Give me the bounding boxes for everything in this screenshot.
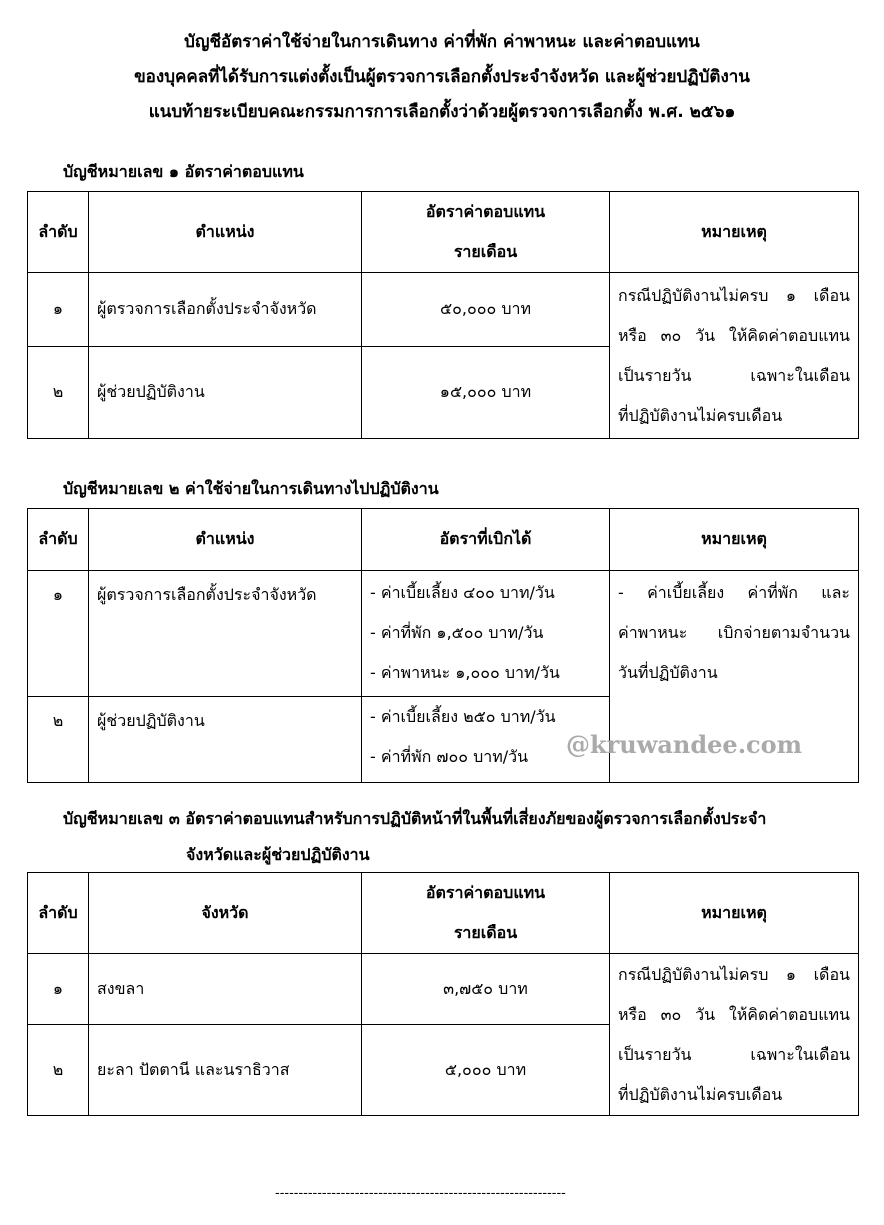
table3-header-row	[28, 873, 859, 954]
table1-row1-rate: ๕๐,๐๐๐ บาท	[362, 273, 610, 347]
table3-row2-order: ๒	[28, 1025, 89, 1116]
table3-remark-line1: กรณีปฏิบัติงานไม่ครบ ๑ เดือน	[618, 964, 850, 984]
table1	[27, 191, 859, 439]
table3-row2-rate: ๕,๐๐๐ บาท	[362, 1025, 610, 1116]
table3-header-order: ลำดับ	[28, 873, 89, 954]
document-title-line-2: ของบุคคลที่ได้รับการแต่งตั้งเป็นผู้ตรวจการเลือกตั้งประจำจังหวัด และผู้ช่วยปฏิบัติงาน	[134, 67, 750, 87]
table1-row2-position: ผู้ช่วยปฏิบัติงาน	[89, 347, 362, 439]
table3-row2-province: ยะลา ปัตตานี และนราธิวาส	[89, 1025, 362, 1116]
table1-caption: บัญชีหมายเลข ๑ อัตราค่าตอบแทน	[63, 162, 304, 181]
table1-header-order: ลำดับ	[28, 192, 89, 273]
table3-caption-line-1: บัญชีหมายเลข ๓ อัตราค่าตอบแทนสำหรับการปฏิบัติหน้าที่ในพื้นที่เสี่ยงภัยของผู้ตรวจการเลือกตั้งประจำ	[63, 809, 767, 828]
table2-header-rate: อัตราที่เบิกได้	[362, 509, 610, 571]
table3-caption-line-2: จังหวัดและผู้ช่วยปฏิบัติงาน	[186, 845, 370, 864]
table2-header-position: ตำแหน่ง	[89, 509, 362, 571]
table1-remark-line1: กรณีปฏิบัติงานไม่ครบ ๑ เดือน	[618, 285, 850, 305]
table2-caption: บัญชีหมายเลข ๒ ค่าใช้จ่ายในการเดินทางไปปฏิบัติงาน	[63, 479, 439, 498]
table-row	[28, 954, 859, 1025]
table1-row2-rate: ๑๕,๐๐๐ บาท	[362, 347, 610, 439]
table2-row2-position: ผู้ช่วยปฏิบัติงาน	[89, 697, 362, 783]
table2-header-remark: หมายเหตุ	[610, 509, 859, 571]
table3-row1-rate: ๓,๗๕๐ บาท	[362, 954, 610, 1025]
table1-header-position: ตำแหน่ง	[89, 192, 362, 273]
table3-row1-province: สงขลา	[89, 954, 362, 1025]
table2-header-order: ลำดับ	[28, 509, 89, 571]
table3-header-rate	[362, 873, 610, 954]
table3-remark-line2: หรือ ๓๐ วัน ให้คิดค่าตอบแทน	[618, 1004, 850, 1024]
footer-divider: --------------------------------------------------------------	[275, 1186, 566, 1201]
table2-row1-item3: - ค่าพาหนะ ๑,๐๐๐ บาท/วัน	[370, 663, 560, 682]
table1-remark-line2: หรือ ๓๐ วัน ให้คิดค่าตอบแทน	[618, 325, 850, 345]
table3-header-rate-line2: รายเดือน	[453, 923, 518, 942]
table2-row1-order: ๑	[28, 571, 89, 697]
table2-row2-order: ๒	[28, 697, 89, 783]
table2-remark-line3: วันที่ปฏิบัติงาน	[618, 663, 718, 682]
table1-row1-order: ๑	[28, 273, 89, 347]
table1-header-row	[28, 192, 859, 273]
table3-header-rate-line1: อัตราค่าตอบแทน	[425, 883, 546, 902]
table2-row1-item2: - ค่าที่พัก ๑,๕๐๐ บาท/วัน	[370, 623, 544, 642]
table1-remark	[610, 273, 859, 439]
table1-row1-position: ผู้ตรวจการเลือกตั้งประจำจังหวัด	[89, 273, 362, 347]
table1-header-remark: หมายเหตุ	[610, 192, 859, 273]
table-row	[28, 571, 859, 697]
table2-row1-position: ผู้ตรวจการเลือกตั้งประจำจังหวัด	[89, 571, 362, 697]
table2-remark-line2: ค่าพาหนะ เบิกจ่ายตามจำนวน	[618, 623, 850, 642]
table3	[27, 872, 859, 1116]
table3-header-province: จังหวัด	[89, 873, 362, 954]
table3-header-remark: หมายเหตุ	[610, 873, 859, 954]
table2-row2-item2: - ค่าที่พัก ๗๐๐ บาท/วัน	[370, 747, 529, 766]
table-row	[28, 273, 859, 347]
table2-header-row	[28, 509, 859, 571]
document-title-line-3: แนบท้ายระเบียบคณะกรรมการการเลือกตั้งว่าด้วยผู้ตรวจการเลือกตั้ง พ.ศ. ๒๕๖๑	[148, 102, 736, 122]
document-title-line-1: บัญชีอัตราค่าใช้จ่ายในการเดินทาง ค่าที่พัก ค่าพาหนะ และค่าตอบแทน	[184, 32, 700, 52]
table3-row1-order: ๑	[28, 954, 89, 1025]
table1-row2-order: ๒	[28, 347, 89, 439]
table2-row2-item1: - ค่าเบี้ยเลี้ยง ๒๕๐ บาท/วัน	[370, 707, 556, 726]
table1-header-rate-line1: อัตราค่าตอบแทน	[425, 202, 546, 221]
table3-remark-line3: เป็นรายวัน เฉพาะในเดือน	[618, 1044, 850, 1064]
table3-remark-line4: ที่ปฏิบัติงานไม่ครบเดือน	[618, 1084, 783, 1104]
table2-row1-items	[362, 571, 610, 697]
watermark: @kruwandee.com	[566, 730, 803, 759]
table1-header-rate-line2: รายเดือน	[453, 242, 518, 261]
table1-remark-line3: เป็นรายวัน เฉพาะในเดือน	[618, 365, 850, 385]
table2-row1-item1: - ค่าเบี้ยเลี้ยง ๔๐๐ บาท/วัน	[370, 583, 555, 602]
table3-remark	[610, 954, 859, 1116]
table2-remark-line1: - ค่าเบี้ยเลี้ยง ค่าที่พัก และ	[618, 583, 850, 602]
table1-header-rate	[362, 192, 610, 273]
table1-remark-line4: ที่ปฏิบัติงานไม่ครบเดือน	[618, 405, 783, 425]
